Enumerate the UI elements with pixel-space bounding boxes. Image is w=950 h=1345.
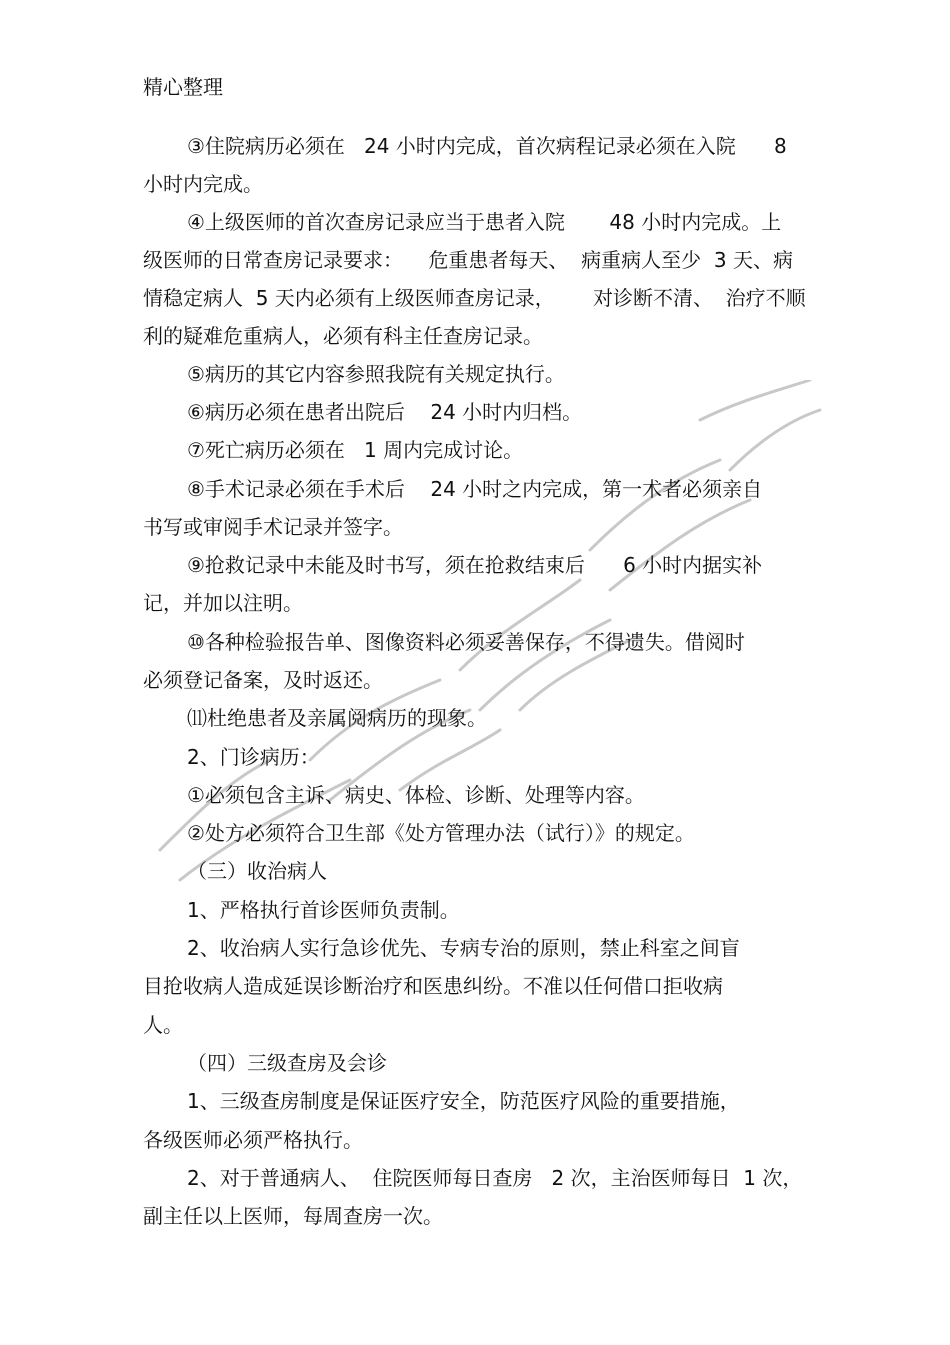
text-line: ⑩各种检验报告单、图像资料必须妥善保存，不得遗失。借阅时 <box>187 630 745 654</box>
text-line: 1、严格执行首诊医师负责制。 <box>187 898 460 922</box>
text-line: （四）三级查房及会诊 <box>187 1051 387 1075</box>
text-line: 记，并加以注明。 <box>143 591 303 615</box>
text-line: 2、收治病人实行急诊优先、专病专治的原则，禁止科室之间盲 <box>187 936 740 960</box>
text-line: ①必须包含主诉、病史、体检、诊断、处理等内容。 <box>187 783 645 807</box>
text-line: 小时内完成。 <box>143 172 263 196</box>
text-line: 各级医师必须严格执行。 <box>143 1128 363 1152</box>
text-line: ⑾杜绝患者及亲属阅病历的现象。 <box>187 706 487 730</box>
text-line: 级医师的日常查房记录要求： 危重患者每天、 病重病人至少 3 天、病 <box>143 248 793 272</box>
text-line: ③住院病历必须在 24 小时内完成，首次病程记录必须在入院 8 <box>187 134 787 158</box>
text-line: （三）收治病人 <box>187 859 327 883</box>
text-line: 必须登记备案，及时返还。 <box>143 668 383 692</box>
text-line: ⑧手术记录必须在手术后 24 小时之内完成，第一术者必须亲自 <box>187 477 763 501</box>
text-line: 人。 <box>143 1013 183 1037</box>
text-line: ⑥病历必须在患者出院后 24 小时内归档。 <box>187 400 583 424</box>
text-line: 情稳定病人 5 天内必须有上级医师查房记录， 对诊断不清、 治疗不顺 <box>143 286 806 310</box>
text-line: 2、门诊病历： <box>187 745 320 769</box>
text-line: ⑨抢救记录中未能及时书写，须在抢救结束后 6 小时内据实补 <box>187 553 763 577</box>
page-header: 精心整理 <box>143 75 223 99</box>
text-line: ⑤病历的其它内容参照我院有关规定执行。 <box>187 362 565 386</box>
text-line: 1、三级查房制度是保证医疗安全，防范医疗风险的重要措施， <box>187 1089 740 1113</box>
text-line: ⑦死亡病历必须在 1 周内完成讨论。 <box>187 438 524 462</box>
text-line: 副主任以上医师，每周查房一次。 <box>143 1204 443 1228</box>
text-line: ④上级医师的首次查房记录应当于患者入院 48 小时内完成。上 <box>187 210 782 234</box>
text-line: 书写或审阅手术记录并签字。 <box>143 515 403 539</box>
text-line: 目抢收病人造成延误诊断治疗和医患纠纷。不准以任何借口拒收病 <box>143 974 723 998</box>
text-line: 2、对于普通病人、 住院医师每日查房 2 次，主治医师每日 1 次， <box>187 1166 803 1190</box>
text-line: 利的疑难危重病人，必须有科主任查房记录。 <box>143 324 543 348</box>
text-line: ②处方必须符合卫生部《处方管理办法（试行）》的规定。 <box>187 821 695 845</box>
